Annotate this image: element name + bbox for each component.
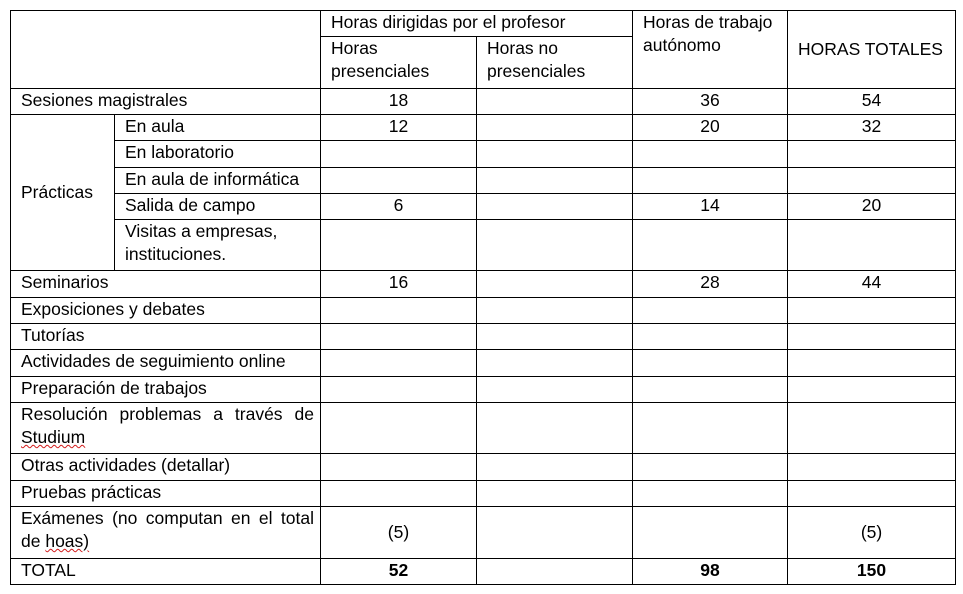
cell-autonomo <box>633 298 788 324</box>
cell-presenciales <box>321 324 477 350</box>
cell-autonomo: 28 <box>633 271 788 298</box>
cell-presenciales: (5) <box>321 507 477 559</box>
cell-totales <box>788 298 956 324</box>
cell-autonomo <box>633 141 788 168</box>
row-label: En laboratorio <box>115 141 321 168</box>
cell-presenciales: 6 <box>321 194 477 220</box>
table-row-practicas-aula <box>11 115 956 141</box>
row-label: Salida de campo <box>115 194 321 220</box>
cell-no-presenciales <box>477 377 633 403</box>
table-row-otras <box>11 454 956 481</box>
cell-totales <box>788 220 956 271</box>
cell-no-presenciales <box>477 481 633 507</box>
cell-totales <box>788 350 956 377</box>
cell-totales: 44 <box>788 271 956 298</box>
cell-totales: (5) <box>788 507 956 559</box>
table-row-tutorias <box>11 324 956 350</box>
row-label-flagged-word: Studium <box>21 427 86 447</box>
table-row-practicas-visitas <box>11 220 956 271</box>
cell-presenciales: 16 <box>321 271 477 298</box>
table-row-practicas-informatica <box>11 168 956 194</box>
cell-autonomo: 98 <box>633 559 788 585</box>
cell-autonomo <box>633 377 788 403</box>
cell-no-presenciales <box>477 324 633 350</box>
table-row-seminarios <box>11 271 956 298</box>
row-label: Otras actividades (detallar) <box>11 454 321 481</box>
cell-presenciales: 12 <box>321 115 477 141</box>
cell-autonomo <box>633 324 788 350</box>
table-row-studium <box>11 403 956 454</box>
cell-no-presenciales <box>477 559 633 585</box>
cell-presenciales <box>321 403 477 454</box>
row-label: Exposiciones y debates <box>11 298 321 324</box>
cell-totales: 54 <box>788 89 956 115</box>
cell-totales <box>788 377 956 403</box>
row-label <box>11 403 321 454</box>
row-label-text: Exámenes (no computan en el total de <box>21 508 314 551</box>
cell-autonomo <box>633 507 788 559</box>
cell-no-presenciales <box>477 507 633 559</box>
table-row-total <box>11 559 956 585</box>
cell-no-presenciales <box>477 271 633 298</box>
cell-autonomo: 36 <box>633 89 788 115</box>
row-label: Actividades de seguimiento online <box>11 350 321 377</box>
cell-no-presenciales <box>477 115 633 141</box>
cell-totales: 32 <box>788 115 956 141</box>
cell-totales <box>788 168 956 194</box>
row-label-flagged-word: hoas) <box>45 531 90 551</box>
cell-presenciales <box>321 141 477 168</box>
table-row-practicas-campo <box>11 194 956 220</box>
cell-no-presenciales <box>477 89 633 115</box>
table-row-pruebas <box>11 481 956 507</box>
table-row-online <box>11 350 956 377</box>
table-row-practicas-laboratorio <box>11 141 956 168</box>
cell-no-presenciales <box>477 298 633 324</box>
row-label: Pruebas prácticas <box>11 481 321 507</box>
cell-autonomo: 14 <box>633 194 788 220</box>
cell-no-presenciales <box>477 141 633 168</box>
row-label: En aula <box>115 115 321 141</box>
practicas-group-label: Prácticas <box>11 115 115 271</box>
cell-autonomo <box>633 350 788 377</box>
row-label <box>11 507 321 559</box>
cell-no-presenciales <box>477 403 633 454</box>
cell-presenciales: 52 <box>321 559 477 585</box>
cell-autonomo <box>633 403 788 454</box>
row-label: Preparación de trabajos <box>11 377 321 403</box>
cell-totales <box>788 481 956 507</box>
cell-no-presenciales <box>477 454 633 481</box>
cell-no-presenciales <box>477 194 633 220</box>
cell-autonomo <box>633 220 788 271</box>
cell-totales: 20 <box>788 194 956 220</box>
header-totales-cell: HORAS TOTALES <box>788 11 956 89</box>
table-row-sesiones <box>11 89 956 115</box>
cell-autonomo: 20 <box>633 115 788 141</box>
cell-presenciales <box>321 377 477 403</box>
cell-presenciales <box>321 168 477 194</box>
row-label: En aula de informática <box>115 168 321 194</box>
header-presenciales-cell: Horas presenciales <box>321 37 477 89</box>
cell-presenciales <box>321 350 477 377</box>
cell-totales <box>788 141 956 168</box>
cell-presenciales <box>321 481 477 507</box>
cell-no-presenciales <box>477 168 633 194</box>
header-autonomo-cell: Horas de trabajo autónomo <box>633 11 788 89</box>
cell-no-presenciales <box>477 350 633 377</box>
cell-totales <box>788 324 956 350</box>
cell-totales <box>788 454 956 481</box>
cell-presenciales <box>321 298 477 324</box>
cell-autonomo <box>633 454 788 481</box>
cell-totales: 150 <box>788 559 956 585</box>
cell-autonomo <box>633 481 788 507</box>
table-row-examenes <box>11 507 956 559</box>
row-label: Seminarios <box>11 271 321 298</box>
row-label: Visitas a empresas, instituciones. <box>115 220 321 271</box>
row-label: Tutorías <box>11 324 321 350</box>
cell-no-presenciales <box>477 220 633 271</box>
row-label: Sesiones magistrales <box>11 89 321 115</box>
cell-presenciales: 18 <box>321 89 477 115</box>
header-group-cell: Horas dirigidas por el profesor <box>321 11 633 37</box>
row-label: TOTAL <box>11 559 321 585</box>
table-row-trabajos <box>11 377 956 403</box>
header-blank-cell <box>11 11 321 89</box>
cell-totales <box>788 403 956 454</box>
cell-presenciales <box>321 220 477 271</box>
header-row-1 <box>11 11 956 37</box>
cell-autonomo <box>633 168 788 194</box>
header-no-presenciales-cell: Horas no presenciales <box>477 37 633 89</box>
hours-table <box>10 10 956 585</box>
cell-presenciales <box>321 454 477 481</box>
row-label-text: Resolución problemas a través de <box>21 404 314 424</box>
table-row-exposiciones <box>11 298 956 324</box>
